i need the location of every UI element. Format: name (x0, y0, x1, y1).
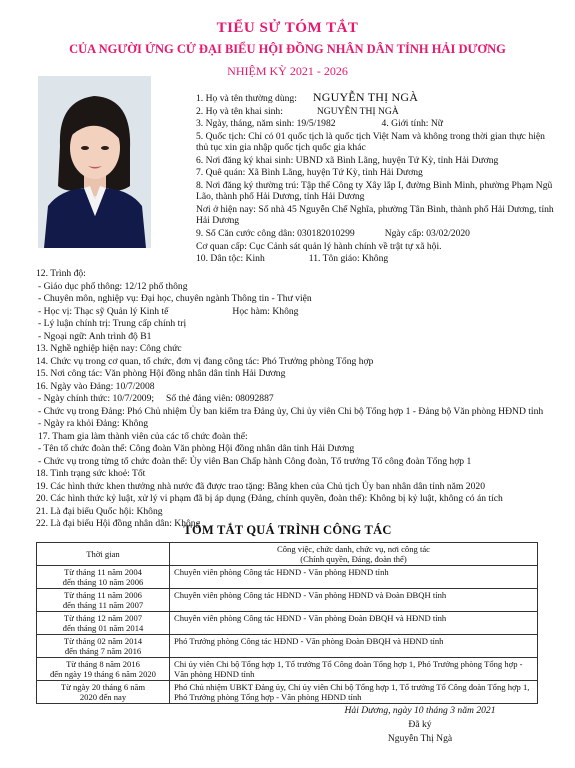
table-header-row (37, 543, 538, 566)
detail-line: - Ngày ra khỏi Đảng: Không (38, 418, 149, 429)
period-to: đến tháng 10 năm 2006 (62, 577, 144, 587)
detail-line: - Chuyên môn, nghiệp vụ: Đại học, chuyên ngành Thông tin - Thư viện (38, 293, 312, 304)
detail-line: 21. Là đại biểu Quốc hội: Không (36, 505, 163, 517)
work-history-heading: TÓM TẮT QUÁ TRÌNH CÔNG TÁC (183, 523, 392, 537)
period-from: Từ tháng 11 năm 2006 (64, 590, 142, 600)
period-to: đến tháng 7 năm 2016 (64, 646, 142, 656)
position-cell: Chuyên viên phòng Công tác HĐND - Văn phòng HĐND và Đoàn ĐBQH tỉnh (170, 589, 538, 612)
table-row (37, 681, 538, 704)
period-to: đến tháng 11 năm 2007 (62, 600, 144, 610)
period-cell (37, 566, 170, 589)
period-from: Từ tháng 8 năm 2016 (66, 659, 140, 669)
header-period-label: Thời gian (86, 549, 120, 559)
gender: 4. Giới tính: Nữ (381, 118, 443, 130)
info-common-name (196, 92, 556, 104)
common-name-value: NGUYỄN THỊ NGÀ (312, 90, 419, 104)
period-cell (37, 681, 170, 704)
signature-status: Đã ký (408, 719, 432, 730)
detail-line: 12. Trình độ: (36, 268, 86, 279)
work-history-table (36, 542, 538, 704)
detail-line: 19. Các hình thức khen thưởng nhà nước đã được trao tặng: Bằng khen của Chủ tịch Ủy ban nhân dân tỉnh năm 2020 (36, 480, 485, 492)
period-cell (37, 612, 170, 635)
header-period (37, 543, 170, 566)
table-row (37, 589, 538, 612)
info-id-card (196, 228, 556, 239)
birth-name-value: NGUYỄN THỊ NGÀ (316, 105, 399, 117)
document-term: NHIỆM KỲ 2021 - 2026 (227, 64, 348, 78)
detail-line: 13. Nghề nghiệp hiện nay: Công chức (36, 343, 182, 354)
header-position-line2: (Chính quyền, Đảng, đoàn thể) (300, 554, 407, 564)
detail-line: - Lý luận chính trị: Trung cấp chính trị (38, 318, 187, 329)
table-row (37, 635, 538, 658)
period-from: Từ tháng 12 năm 2007 (63, 613, 143, 623)
ethnicity: 10. Dân tộc: Kinh (196, 253, 265, 265)
detail-line: 16. Ngày vào Đảng: 10/7/2008 (36, 380, 155, 392)
detail-line: 17. Tham gia làm thành viên của các tổ chức đoàn thể: (38, 430, 248, 442)
position-cell: Phó Chủ nhiệm UBKT Đảng ủy, Chi ủy viên Chi bộ Tổng hợp 1, Tổ trưởng Tổ Công đoàn Tổng hợp 1, Phó Trưởng phòng Tổng hợp - Văn phòng HĐND tỉnh (170, 681, 538, 704)
detail-line: - Chức vụ trong từng tổ chức đoàn thể: Ủy viên Ban Chấp hành Công đoàn, Tổ trưởng Tổ công đoàn Tổng hợp 1 (38, 455, 472, 467)
info-birth-name (196, 106, 556, 117)
degree: - Học vị: Thạc sỹ Quản lý Kinh tế (38, 305, 169, 317)
table-row (37, 566, 538, 589)
info-nationality: 5. Quốc tịch: Chỉ có 01 quốc tịch là quốc tịch Việt Nam và không trong thời gian thực hiện thủ tục xin gia nhập quốc tịch quốc gia khác (196, 130, 545, 154)
signature-block (300, 704, 540, 746)
detail-line: 20. Các hình thức kỷ luật, xử lý vi phạm đã bị áp dụng (Đảng, chính quyền, đoàn thể): Không bị kỷ luật, không có án tích (36, 493, 503, 504)
period-cell (37, 635, 170, 658)
detail-line (36, 306, 556, 317)
academic-title: Học hàm: Không (232, 305, 299, 317)
table-row (37, 612, 538, 635)
period-from: Từ tháng 11 năm 2004 (64, 567, 142, 577)
personal-info (196, 92, 556, 266)
info-hometown: 7. Quê quán: Xã Bình Lãng, huyện Tứ Kỳ, tỉnh Hải Dương (196, 167, 423, 179)
id-number: 9. Số Căn cước công dân: 030182010299 (196, 227, 355, 239)
portrait-photo (38, 76, 151, 248)
dob: 3. Ngày, tháng, năm sinh: 19/5/1982 (196, 118, 336, 130)
details-section (36, 268, 556, 531)
table-row (37, 658, 538, 681)
position-cell: Chuyên viên phòng Công tác HĐND - Văn phòng HĐND tỉnh (170, 566, 538, 589)
id-issue-date: Ngày cấp: 03/02/2020 (384, 227, 470, 239)
period-from: Từ tháng 02 năm 2014 (63, 636, 143, 646)
period-from: Từ ngày 20 tháng 6 năm (60, 682, 146, 692)
period-to: đến tháng 01 năm 2014 (62, 623, 144, 633)
info-permanent-address: 8. Nơi đăng ký thường trú: Tập thể Công ty Xây lắp I, đường Bình Minh, phường Phạm Ngũ Lão, thành phố Hải Dương, tỉnh Hải Dương (196, 179, 553, 203)
detail-line: 22. Là đại biểu Hội đồng nhân dân: Không (36, 518, 201, 529)
detail-line: - Giáo dục phổ thông: 12/12 phổ thông (38, 280, 188, 292)
period-cell (37, 658, 170, 681)
document-title: TIỂU SỬ TÓM TẮT (216, 20, 359, 36)
religion: 11. Tôn giáo: Không (308, 253, 389, 265)
info-id-issuer: Cơ quan cấp: Cục Cảnh sát quản lý hành chính về trật tự xã hội. (196, 240, 442, 252)
signature-place-date: Hải Dương, ngày 10 tháng 3 năm 2021 (344, 705, 496, 716)
detail-line (36, 393, 556, 404)
label: 1. Họ và tên thường dùng: (196, 93, 297, 104)
info-ethnicity-religion (196, 253, 556, 264)
document-subtitle: CỦA NGƯỜI ỨNG CỬ ĐẠI BIỂU HỘI ĐỒNG NHÂN DÂN TỈNH HẢI DƯƠNG (69, 42, 506, 56)
period-to: đến ngày 19 tháng 6 năm 2020 (50, 669, 156, 679)
position-cell: Chuyên viên phòng Công tác HĐND - Văn phòng Đoàn ĐBQH và HĐND tỉnh (170, 612, 538, 635)
position-cell: Phó Trưởng phòng Công tác HĐND - Văn phòng Đoàn ĐBQH và HĐND tỉnh (170, 635, 538, 658)
info-current-address: Nơi ở hiện nay: Số nhà 45 Nguyễn Chế Nghĩa, phường Tân Bình, thành phố Hải Dương, tỉnh Hải Dương (196, 203, 554, 227)
period-to: 2020 đến nay (79, 692, 127, 702)
detail-line: - Chức vụ trong Đảng: Phó Chủ nhiệm Ủy ban kiểm tra Đảng ủy, Chi ủy viên Chi bộ Tổng hợp 1 - Đảng bộ Văn phòng HĐND tỉnh (38, 405, 544, 417)
signature-name: Nguyễn Thị Ngà (387, 733, 453, 744)
party-card: Số thẻ đảng viên: 08092887 (166, 393, 274, 404)
official-date: - Ngày chính thức: 10/7/2009; (38, 393, 155, 404)
detail-line: 15. Nơi công tác: Văn phòng Hội đồng nhân dân tỉnh Hải Dương (36, 368, 286, 379)
period-cell (37, 589, 170, 612)
detail-line: 18. Tình trạng sức khoẻ: Tốt (36, 468, 146, 479)
header-position-line1: Công việc, chức danh, chức vụ, nơi công tác (277, 544, 430, 554)
detail-line: - Ngoại ngữ: Anh trình độ B1 (38, 330, 152, 342)
detail-line: - Tên tổ chức đoàn thể: Công đoàn Văn phòng Hội đồng nhân dân tỉnh Hải Dương (38, 443, 355, 454)
info-dob-gender (196, 118, 556, 129)
label: 2. Họ và tên khai sinh: (196, 105, 283, 117)
info-birth-registration: 6. Nơi đăng ký khai sinh: UBND xã Bình Lãng, huyện Tứ Kỳ, tỉnh Hải Dương (196, 154, 499, 166)
header-position (170, 543, 538, 566)
detail-line: 14. Chức vụ trong cơ quan, tổ chức, đơn vị đang công tác: Phó Trưởng phòng Tổng hợp (36, 355, 374, 367)
position-cell: Chi ủy viên Chi bộ Tổng hợp 1, Tổ trưởng Tổ Công đoàn Tổng hợp 1, Phó Trưởng phòng Tổng hợp - Văn phòng HĐND tỉnh (170, 658, 538, 681)
